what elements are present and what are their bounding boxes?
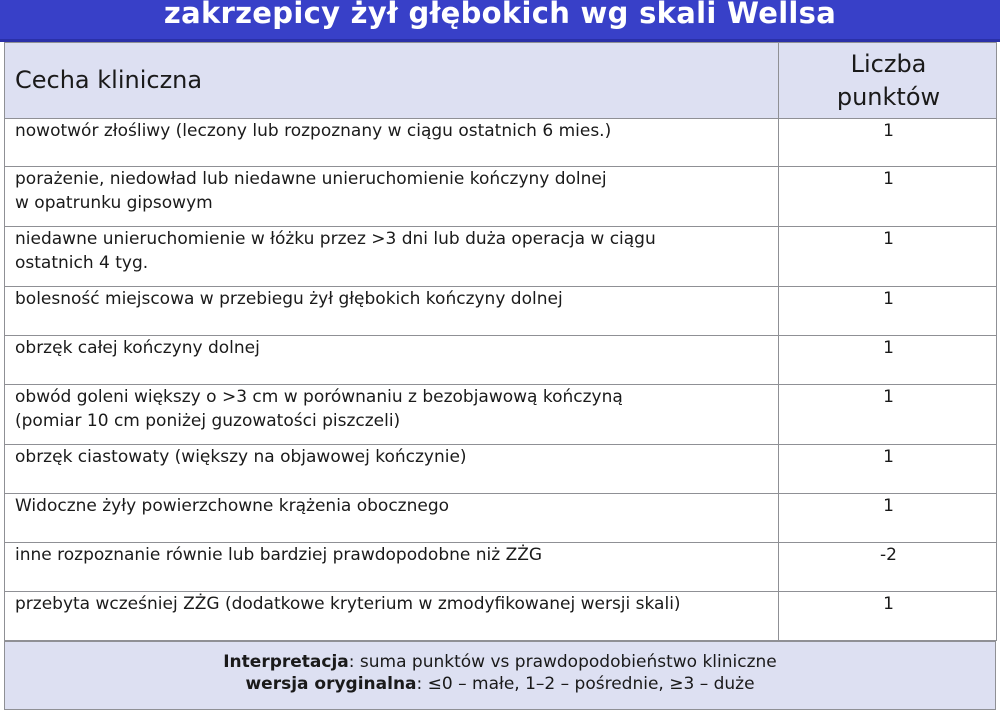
feature-text: obrzęk ciastowaty (większy na objawowej kończynie) [15,447,467,467]
points-cell: 1 [779,167,997,227]
feature-cell [5,336,779,385]
page-title: zakrzepicy żył głębokich wg skali Wellsa [163,0,837,30]
points-cell: 1 [779,445,997,494]
table-row [5,119,997,167]
table-row [5,543,997,592]
feature-cell [5,445,779,494]
table-row [5,167,997,227]
original-version-label: wersja oryginalna [245,674,417,694]
points-cell: 1 [779,287,997,336]
feature-text: obrzęk całej kończyny dolnej [15,338,260,358]
table-row [5,336,997,385]
feature-cell [5,287,779,336]
header-points-line2: punktów [836,82,941,111]
feature-cell [5,119,779,167]
points-cell: 1 [779,494,997,543]
interpretation-label: Interpretacja [223,652,349,672]
table-row [5,385,997,445]
feature-text: inne rozpoznanie równie lub bardziej prawdopodobne niż ZŻG [15,545,543,565]
header-points [779,43,997,119]
table-row [5,227,997,287]
points-cell: 1 [779,119,997,167]
table-row [5,287,997,336]
feature-cell [5,494,779,543]
feature-text-continued: w opatrunku gipsowym [15,193,213,213]
feature-cell [5,227,779,287]
table-header-row [5,43,997,119]
feature-text: przebyta wcześniej ZŻG (dodatkowe kryterium w zmodyfikowanej wersji skali) [15,594,681,614]
feature-cell [5,385,779,445]
interpretation-line [5,651,995,673]
points-cell: 1 [779,227,997,287]
header-points-line1: Liczba [850,49,927,78]
points-cell: 1 [779,385,997,445]
feature-cell [5,167,779,227]
points-cell: -2 [779,543,997,592]
header-feature: Cecha kliniczna [5,43,779,119]
feature-text: bolesność miejscowa w przebiegu żył głębokich kończyny dolnej [15,289,563,309]
table-row [5,494,997,543]
wells-score-table [4,42,997,641]
interpretation-text: : suma punktów vs prawdopodobieństwo kliniczne [348,652,777,672]
feature-text: obwód goleni większy o >3 cm w porównaniu z bezobjawową kończyną [15,387,623,407]
title-bar [0,0,1000,42]
feature-text-continued: ostatnich 4 tyg. [15,253,149,273]
points-cell: 1 [779,336,997,385]
table-row [5,445,997,494]
feature-text: Widoczne żyły powierzchowne krążenia obocznego [15,496,450,516]
table-row [5,592,997,641]
original-version-text: : ≤0 – małe, 1–2 – pośrednie, ≥3 – duże [416,674,755,694]
feature-text-continued: (pomiar 10 cm poniżej guzowatości piszczeli) [15,411,401,431]
feature-cell [5,543,779,592]
feature-cell [5,592,779,641]
points-cell: 1 [779,592,997,641]
feature-text: niedawne unieruchomienie w łóżku przez >3 dni lub duża operacja w ciągu [15,229,656,249]
original-version-line [5,673,995,695]
feature-text: nowotwór złośliwy (leczony lub rozpoznany w ciągu ostatnich 6 mies.) [15,121,612,141]
feature-text: porażenie, niedowład lub niedawne unieruchomienie kończyny dolnej [15,169,607,189]
